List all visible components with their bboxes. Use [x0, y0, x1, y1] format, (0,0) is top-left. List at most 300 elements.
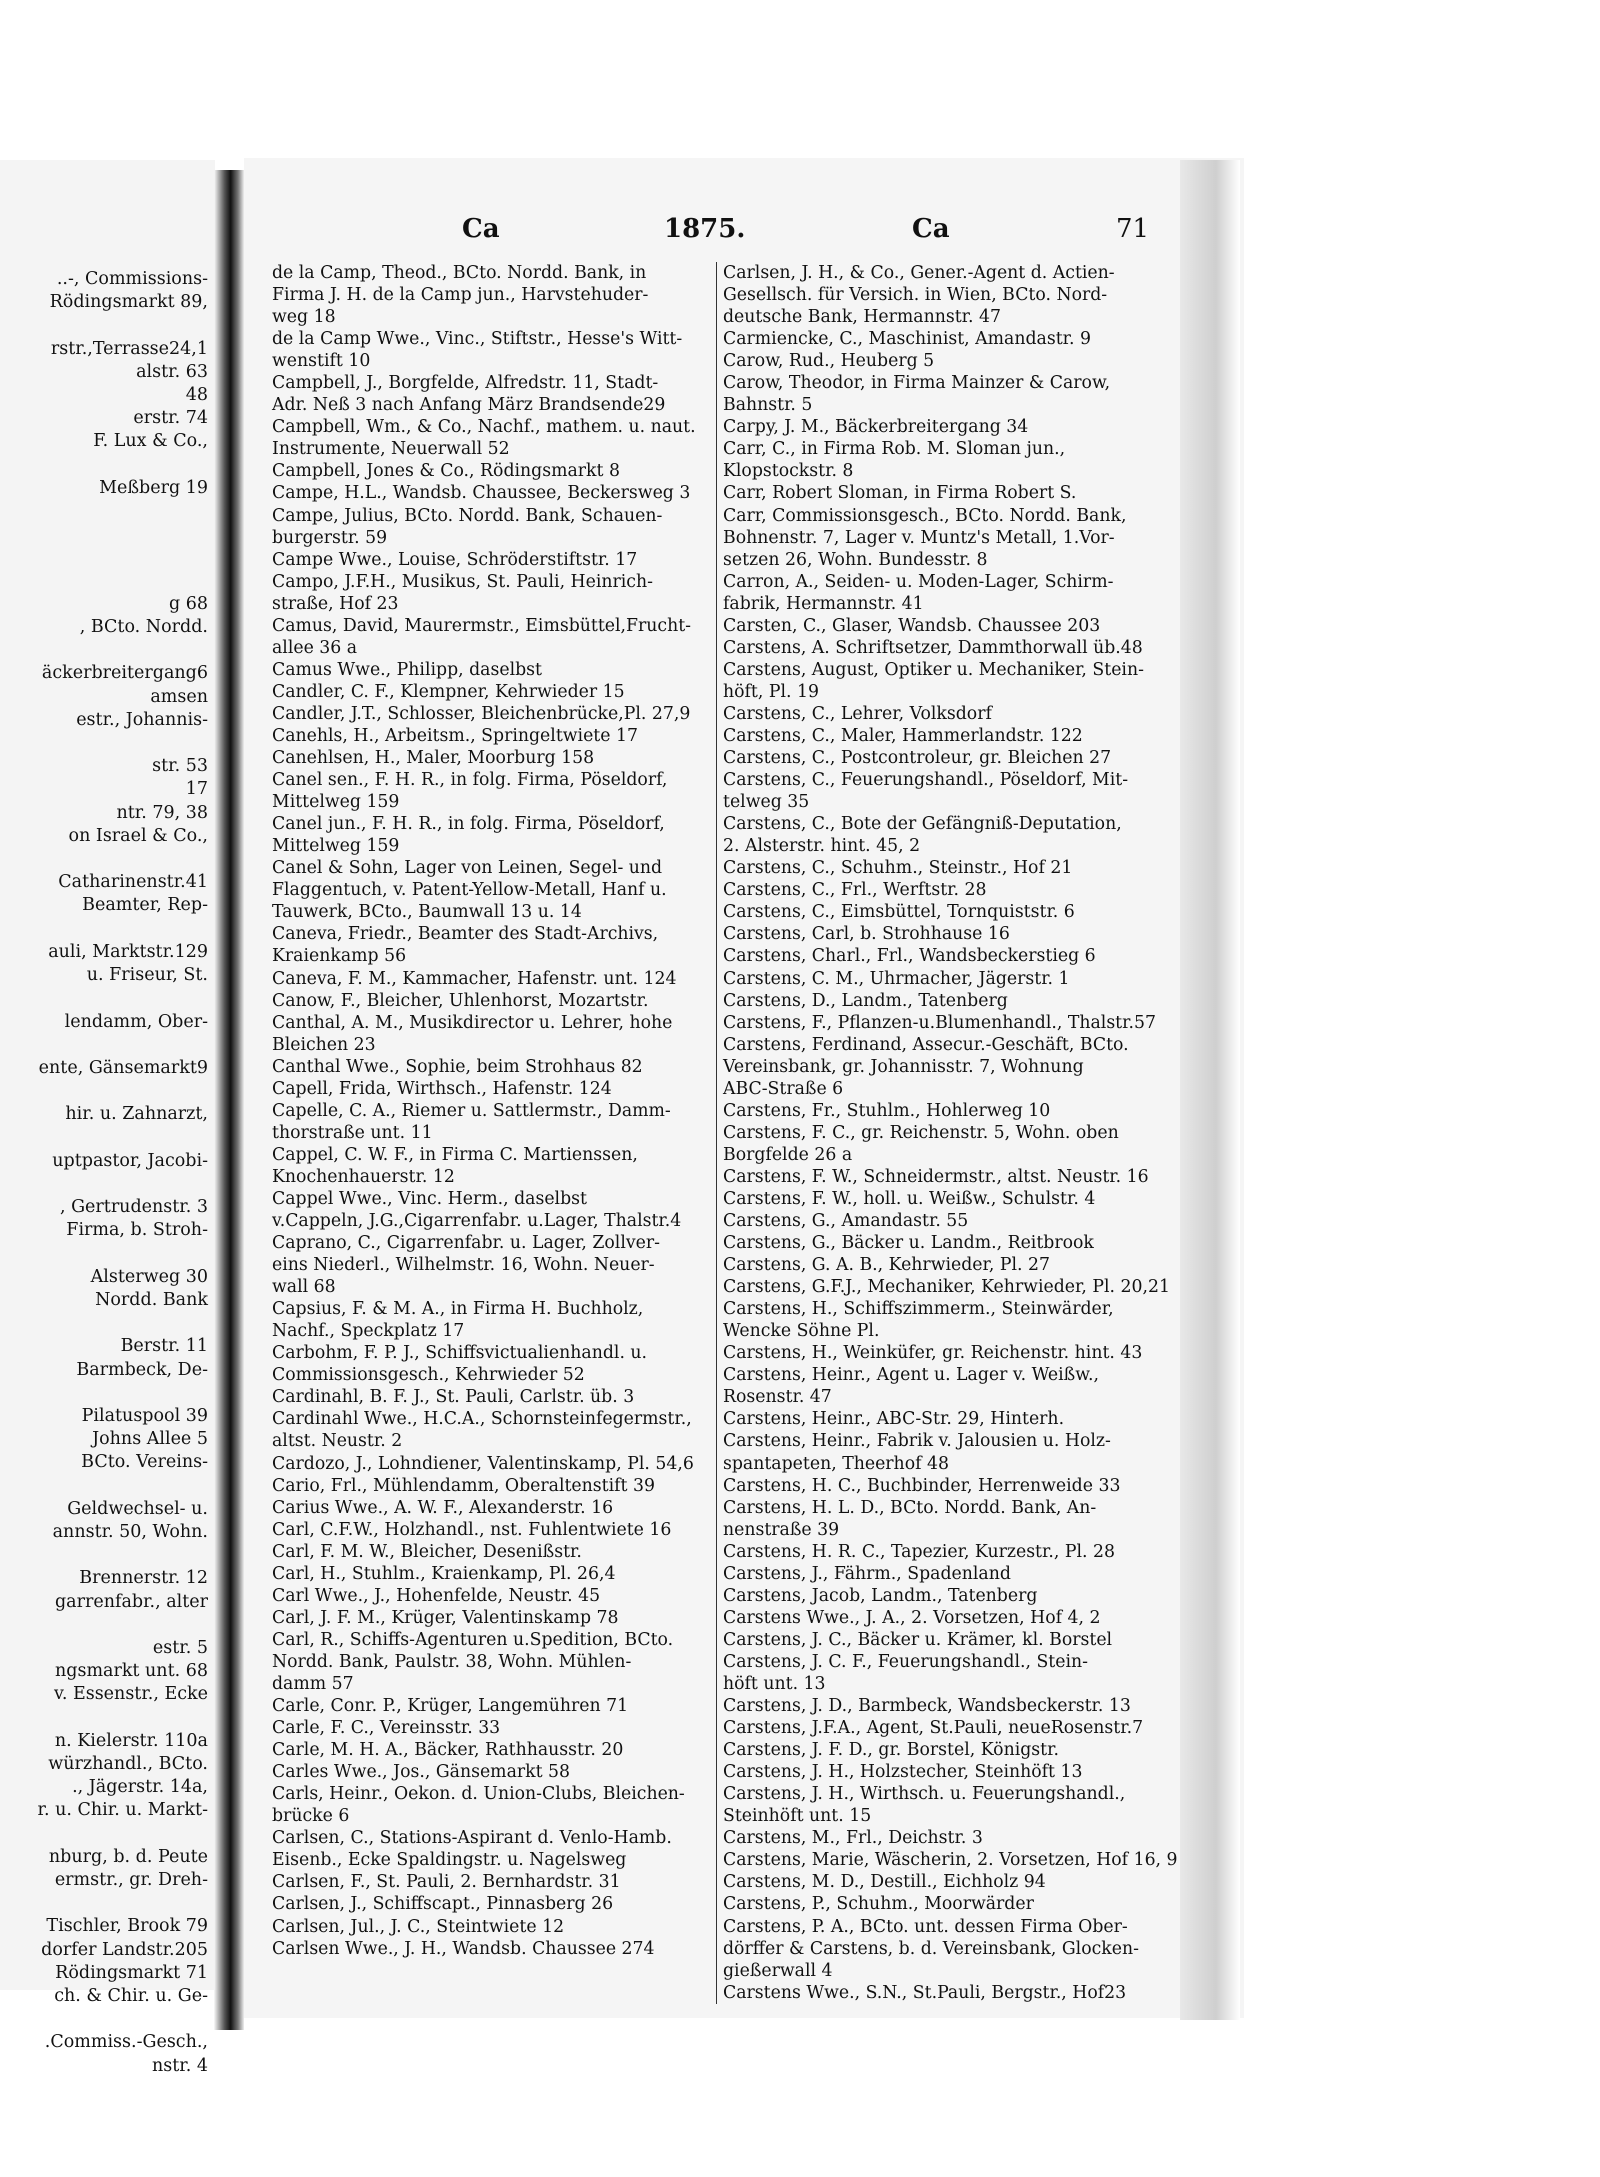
- directory-entry: [723, 1695, 1165, 1717]
- entry-line: Caneva, Friedr., Beamter des Stadt-Archivs,: [272, 924, 659, 945]
- left-fragment-line: [0, 1823, 212, 1846]
- left-fragment-line: on Israel & Co.,: [68, 825, 208, 846]
- entry-line: Mittelweg 159: [272, 836, 400, 857]
- directory-entry: [723, 482, 1165, 570]
- directory-entry: [272, 1408, 720, 1452]
- directory-entry: [272, 769, 720, 813]
- directory-entry: [723, 1100, 1165, 1122]
- entry-line: Carius Wwe., A. W. F., Alexanderstr. 16: [272, 1497, 614, 1518]
- directory-entry: [272, 1012, 720, 1056]
- directory-entry: [272, 1695, 720, 1717]
- directory-entry: [272, 1475, 720, 1497]
- entry-line: Carr, Commissionsgesch., BCto. Nordd. Bank,: [723, 505, 1127, 526]
- left-fragment-line: , BCto. Nordd.: [79, 617, 208, 638]
- directory-entry: [723, 747, 1165, 769]
- entry-line: Carstens, P., Schuhm., Moorwärder: [723, 1894, 1034, 1915]
- left-fragment-line: ngsmarkt unt. 68: [54, 1661, 208, 1682]
- entry-line: Carstens, Heinr., ABC-Str. 29, Hinterh.: [723, 1409, 1065, 1430]
- directory-entry: [723, 262, 1165, 328]
- entry-line: Canehlsen, H., Maler, Moorburg 158: [272, 748, 595, 769]
- left-fragment-line: Geldwechsel- u.: [67, 1498, 208, 1519]
- directory-entry: [723, 1408, 1165, 1430]
- entry-line: Caprano, C., Cigarrenfabr. u. Lager, Zollver-: [272, 1233, 660, 1254]
- header-right-letters: Ca: [912, 214, 950, 244]
- directory-entry: [272, 1938, 720, 1960]
- entry-line: Carstens, C., Schuhm., Steinstr., Hof 21: [723, 858, 1073, 879]
- entry-line: wall 68: [272, 1277, 336, 1298]
- entry-line: Bahnstr. 5: [723, 395, 813, 416]
- left-fragment-line: ch. & Chir. u. Ge-: [54, 1986, 208, 2007]
- left-fragment-line: amsen: [150, 686, 208, 707]
- directory-entry: [723, 1849, 1178, 1871]
- entry-line: Carstens, C. M., Uhrmacher, Jägerstr. 1: [723, 968, 1070, 989]
- left-fragment-line: [0, 1127, 212, 1150]
- directory-entry: [272, 1585, 720, 1607]
- directory-entry: [272, 968, 720, 990]
- entry-line: Canehls, H., Arbeitsm., Springeltwiete 17: [272, 725, 638, 746]
- left-fragment-line: Barmbeck, De-: [76, 1359, 208, 1380]
- directory-entry: [723, 1629, 1165, 1651]
- entry-line: Carl, F. M. W., Bleicher, Desenißstr.: [272, 1541, 582, 1562]
- directory-entry: [272, 615, 720, 659]
- entry-line: Canel sen., F. H. R., in folg. Firma, Pöseldorf,: [272, 770, 668, 791]
- entry-line: Carstens, J. C., Bäcker u. Krämer, kl. Borstel: [723, 1629, 1113, 1650]
- entry-line: Mittelweg 159: [272, 792, 400, 813]
- entry-line: Cardozo, J., Lohndiener, Valentinskamp, Pl. 54,6: [272, 1453, 694, 1474]
- directory-entry: [272, 1078, 720, 1100]
- entry-line: Carl Wwe., J., Hohenfelde, Neustr. 45: [272, 1585, 601, 1606]
- directory-entry: [272, 1893, 720, 1915]
- entry-line: Klopstockstr. 8: [723, 461, 854, 482]
- directory-entry: [723, 1827, 1165, 1849]
- entry-line: Kraienkamp 56: [272, 946, 407, 967]
- directory-entry: [723, 1739, 1165, 1761]
- directory-entry: [272, 416, 720, 460]
- left-fragment-line: [0, 454, 212, 477]
- entry-line: Carstens, D., Landm., Tatenberg: [723, 990, 1008, 1011]
- entry-line: Canow, F., Bleicher, Uhlenhorst, Mozartstr.: [272, 990, 649, 1011]
- directory-entry: [272, 857, 720, 923]
- entry-line: Carstens, C., Lehrer, Volksdorf: [723, 703, 992, 724]
- entry-line: Carstens, H. C., Buchbinder, Herrenweide 33: [723, 1475, 1121, 1496]
- directory-entry: [723, 1254, 1165, 1276]
- entry-line: Carstens, H. L. D., BCto. Nordd. Bank, An-: [723, 1497, 1097, 1518]
- entry-line: Carr, C., in Firma Rob. M. Sloman jun.,: [723, 439, 1066, 460]
- directory-entry: [272, 747, 720, 769]
- entry-line: Campbell, J., Borgfelde, Alfredstr. 11, Stadt-: [272, 373, 659, 394]
- left-fragment-line: [0, 1382, 212, 1405]
- entry-line: Carstens, Heinr., Fabrik v. Jalousien u. Holz-: [723, 1431, 1111, 1452]
- left-fragment-line: ., Jägerstr. 14a,: [72, 1777, 208, 1798]
- directory-entry: [723, 1982, 1165, 2004]
- entry-line: Carstens, F. C., gr. Reichenstr. 5, Wohn. oben: [723, 1122, 1119, 1143]
- entry-line: Firma J. H. de la Camp jun., Harvstehuder-: [272, 285, 649, 306]
- directory-entry: [723, 1563, 1165, 1585]
- directory-entry: [272, 482, 720, 504]
- entry-line: Carstens, M. D., Destill., Eichholz 94: [723, 1872, 1046, 1893]
- left-fragment-line: [0, 1312, 212, 1335]
- entry-line: Flaggentuch, v. Patent-Yellow-Metall, Hanf u.: [272, 880, 667, 901]
- entry-line: burgerstr. 59: [272, 527, 388, 548]
- directory-entry: [272, 1056, 720, 1078]
- entry-line: Cario, Frl., Mühlendamm, Oberaltenstift 39: [272, 1475, 655, 1496]
- entry-line: Bohnenstr. 7, Lager v. Muntz's Metall, 1.Vor-: [723, 527, 1115, 548]
- directory-entry: [723, 1783, 1165, 1827]
- entry-line: Camus, David, Maurermstr., Eimsbüttel,Frucht-: [272, 615, 692, 636]
- directory-entry: [272, 1100, 720, 1144]
- left-fragment-line: ermstr., gr. Dreh-: [54, 1870, 208, 1891]
- directory-entry: [723, 923, 1165, 945]
- directory-column-right: [716, 262, 1178, 2004]
- entry-line: Carstens Wwe., S.N., St.Pauli, Bergstr., Hof23: [723, 1982, 1127, 2003]
- entry-line: Carstens, J. H., Wirthsch. u. Feuerungshandl.,: [723, 1784, 1126, 1805]
- directory-entry: [723, 1188, 1165, 1210]
- directory-entry: [723, 1166, 1165, 1188]
- left-fragment-line: uptpastor, Jacobi-: [52, 1150, 208, 1171]
- directory-entry: [723, 1122, 1165, 1166]
- entry-line: Carlsen, F., St. Pauli, 2. Bernhardstr. 31: [272, 1872, 621, 1893]
- left-fragment-line: Firma, b. Stroh-: [66, 1220, 208, 1241]
- entry-line: Carstens, F., Pflanzen-u.Blumenhandl., Thalstr.57: [723, 1012, 1156, 1033]
- entry-line: Carstens, G., Bäcker u. Landm., Reitbrook: [723, 1233, 1094, 1254]
- left-fragment-line: nburg, b. d. Peute: [48, 1846, 208, 1867]
- entry-line: Knochenhauerstr. 12: [272, 1166, 455, 1187]
- entry-line: Carlsen, C., Stations-Aspirant d. Venlo-Hamb.: [272, 1828, 672, 1849]
- directory-entry: [723, 769, 1165, 813]
- entry-line: Tauwerk, BCto., Baumwall 13 u. 14: [272, 902, 582, 923]
- directory-entry: [723, 1916, 1165, 1982]
- left-fragment-line: Johns Allee 5: [92, 1429, 208, 1450]
- entry-line: Carlsen Wwe., J. H., Wandsb. Chaussee 274: [272, 1938, 655, 1959]
- entry-line: spantapeten, Theerhof 48: [723, 1453, 949, 1474]
- directory-entry: [272, 1563, 720, 1585]
- entry-line: Capell, Frida, Wirthsch., Hafenstr. 124: [272, 1078, 612, 1099]
- entry-line: Carstens, Ferdinand, Assecur.-Geschäft, BCto.: [723, 1034, 1129, 1055]
- left-fragment-line: [0, 1544, 212, 1567]
- directory-entry: [723, 990, 1165, 1012]
- directory-entry: [723, 1012, 1165, 1034]
- directory-entry: [723, 1871, 1165, 1893]
- left-fragment-line: [0, 570, 212, 593]
- entry-line: 2. Alsterstr. hint. 45, 2: [723, 836, 921, 857]
- directory-entry: [272, 328, 720, 372]
- entry-line: Nordd. Bank, Paulstr. 38, Wohn. Mühlen-: [272, 1651, 632, 1672]
- directory-entry: [723, 968, 1165, 990]
- entry-line: Steinhöft unt. 15: [723, 1806, 872, 1827]
- directory-entry: [272, 1144, 720, 1188]
- left-fragment-line: [0, 1475, 212, 1498]
- entry-line: Cappel Wwe., Vinc. Herm., daselbst: [272, 1188, 587, 1209]
- left-fragment-line: [0, 639, 212, 662]
- entry-line: Carstens, J. D., Barmbeck, Wandsbeckerstr. 13: [723, 1696, 1131, 1717]
- left-fragment-line: [0, 2008, 212, 2031]
- entry-line: Eisenb., Ecke Spaldingstr. u. Nagelsweg: [272, 1850, 627, 1871]
- entry-line: de la Camp, Theod., BCto. Nordd. Bank, in: [272, 263, 647, 283]
- entry-line: Campe, H.L., Wandsb. Chaussee, Beckersweg 3: [272, 483, 691, 504]
- entry-line: Carr, Robert Sloman, in Firma Robert S.: [723, 483, 1077, 504]
- entry-line: Wencke Söhne Pl.: [723, 1321, 880, 1342]
- directory-entry: [723, 1893, 1165, 1915]
- entry-line: Campbell, Wm., & Co., Nachf., mathem. u. naut.: [272, 417, 696, 438]
- left-fragment-line: estr. 5: [152, 1637, 208, 1658]
- left-fragment-line: [0, 987, 212, 1010]
- entry-line: Canthal, A. M., Musikdirector u. Lehrer, hohe: [272, 1012, 673, 1033]
- entry-line: Carle, Conr. P., Krüger, Langemühren 71: [272, 1696, 629, 1717]
- left-fragment-line: ente, Gänsemarkt9: [38, 1057, 208, 1078]
- left-fragment-line: [0, 1707, 212, 1730]
- entry-line: straße, Hof 23: [272, 593, 399, 614]
- entry-line: Carmiencke, C., Maschinist, Amandastr. 9: [723, 329, 1091, 350]
- directory-entry: [723, 416, 1165, 438]
- entry-line: Cappel, C. W. F., in Firma C. Martienssen,: [272, 1144, 638, 1165]
- entry-line: Carstens, Fr., Stuhlm., Hohlerweg 10: [723, 1100, 1051, 1121]
- entry-line: Carstens, F. W., holl. u. Weißw., Schulstr. 4: [723, 1188, 1096, 1209]
- entry-line: nenstraße 39: [723, 1519, 840, 1540]
- entry-line: Carstens, Jacob, Landm., Tatenberg: [723, 1585, 1038, 1606]
- directory-entry: [723, 725, 1165, 747]
- entry-line: Carl, R., Schiffs-Agenturen u.Spedition, BCto.: [272, 1629, 674, 1650]
- entry-line: Vereinsbank, gr. Johannisstr. 7, Wohnung: [723, 1056, 1084, 1077]
- entry-line: Carl, C.F.W., Holzhandl., nst. Fuhlentwiete 16: [272, 1519, 672, 1540]
- entry-line: Campe Wwe., Louise, Schröderstiftstr. 17: [272, 549, 638, 570]
- page-header: [262, 214, 1162, 254]
- entry-line: Adr. Neß 3 nach Anfang März Brandsende29: [272, 395, 666, 416]
- entry-line: Candler, J.T., Schlosser, Bleichenbrücke,Pl. 27,9: [272, 703, 691, 724]
- left-fragment-line: [0, 1614, 212, 1637]
- left-fragment-line: auli, Marktstr.129: [48, 941, 208, 962]
- entry-line: Carstens, G. A. B., Kehrwieder, Pl. 27: [723, 1255, 1051, 1276]
- entry-line: Cardinahl Wwe., H.C.A., Schornsteinfegermstr.,: [272, 1409, 692, 1430]
- directory-entry: [272, 725, 720, 747]
- directory-entry: [272, 1717, 720, 1739]
- entry-line: weg 18: [272, 307, 336, 328]
- left-fragment-line: Brennerstr. 12: [79, 1568, 208, 1589]
- directory-entry: [723, 1298, 1165, 1342]
- entry-line: höft, Pl. 19: [723, 681, 819, 702]
- directory-entry: [272, 1916, 720, 1938]
- directory-entry: [723, 1475, 1165, 1497]
- left-fragment-line: [0, 546, 212, 569]
- directory-entry: [723, 1541, 1165, 1563]
- entry-line: Carstens, C., Frl., Werftstr. 28: [723, 880, 987, 901]
- directory-entry: [723, 1034, 1165, 1100]
- entry-line: Nachf., Speckplatz 17: [272, 1321, 465, 1342]
- entry-line: Commissionsgesch., Kehrwieder 52: [272, 1365, 585, 1386]
- left-fragment-line: r. u. Chir. u. Markt-: [37, 1800, 208, 1821]
- left-fragment-line: [0, 1173, 212, 1196]
- header-left-letters: Ca: [462, 214, 500, 244]
- entry-line: Carpy, J. M., Bäckerbreitergang 34: [723, 417, 1029, 438]
- left-fragment-line: [0, 918, 212, 941]
- left-fragment-line: u. Friseur, St.: [86, 965, 208, 986]
- left-fragment-line: Beamter, Rep-: [82, 895, 208, 916]
- entry-line: Instrumente, Neuerwall 52: [272, 439, 510, 460]
- entry-line: altst. Neustr. 2: [272, 1431, 403, 1452]
- entry-line: ABC-Straße 6: [723, 1078, 844, 1099]
- entry-line: Campo, J.F.H., Musikus, St. Pauli, Heinrich-: [272, 571, 653, 592]
- directory-entry: [723, 813, 1165, 857]
- entry-line: telweg 35: [723, 792, 810, 813]
- left-fragment-line: [0, 314, 212, 337]
- entry-line: Canel jun., F. H. R., in folg. Firma, Pöseldorf,: [272, 814, 665, 835]
- directory-entry: [723, 637, 1165, 659]
- left-fragment-line: BCto. Vereins-: [81, 1452, 208, 1473]
- entry-line: Carstens, C., Maler, Hammerlandstr. 122: [723, 725, 1083, 746]
- entry-line: Carstens, J. H., Holzstecher, Steinhöft 13: [723, 1762, 1083, 1783]
- entry-line: Carstens, G.F.J., Mechaniker, Kehrwieder, Pl. 20,21: [723, 1277, 1170, 1298]
- directory-entry: [723, 659, 1165, 703]
- directory-entry: [723, 879, 1165, 901]
- entry-line: eins Niederl., Wilhelmstr. 16, Wohn. Neuer-: [272, 1255, 655, 1276]
- left-fragment-line: annstr. 50, Wohn.: [52, 1521, 208, 1542]
- left-fragment-line: erstr. 74: [133, 408, 208, 429]
- directory-entry: [272, 460, 720, 482]
- directory-entry: [272, 505, 720, 549]
- directory-entry: [723, 1430, 1165, 1474]
- left-fragment-line: [0, 1080, 212, 1103]
- directory-entry: [723, 1607, 1165, 1629]
- directory-entry: [272, 1188, 720, 1210]
- directory-entry: [723, 1232, 1165, 1254]
- entry-line: Carstens, J. F. D., gr. Borstel, Königstr.: [723, 1740, 1059, 1761]
- entry-line: Carstens, C., Postcontroleur, gr. Bleichen 27: [723, 748, 1112, 769]
- left-fragment-line: .Commiss.-Gesch.,: [44, 2032, 208, 2053]
- directory-entry: [272, 923, 720, 967]
- directory-entry: [272, 571, 720, 615]
- directory-entry: [272, 1783, 720, 1827]
- entry-line: Carstens, M., Frl., Deichstr. 3: [723, 1828, 983, 1849]
- entry-line: Capsius, F. & M. A., in Firma H. Buchholz,: [272, 1299, 644, 1320]
- left-fragment-line: 48: [185, 385, 208, 406]
- page-edge-shadow: [1180, 160, 1240, 2020]
- left-fragment-line: Meßberg 19: [99, 477, 208, 498]
- left-fragment-line: str. 53: [152, 756, 208, 777]
- entry-line: Carle, M. H. A., Bäcker, Rathhausstr. 20: [272, 1740, 624, 1761]
- left-fragment-line: [0, 500, 212, 523]
- entry-line: Carstens, C., Feuerungshandl., Pöseldorf, Mit-: [723, 770, 1129, 791]
- directory-entry: [723, 1717, 1165, 1739]
- left-fragment-line: n. Kielerstr. 110a: [54, 1730, 208, 1751]
- left-fragment-line: [0, 732, 212, 755]
- entry-line: gießerwall 4: [723, 1960, 833, 1981]
- left-fragment-line: F. Lux & Co.,: [93, 431, 208, 452]
- directory-entry: [272, 990, 720, 1012]
- left-fragment-line: 17: [185, 779, 208, 800]
- entry-line: höft unt. 13: [723, 1674, 826, 1694]
- directory-entry: [723, 945, 1165, 967]
- entry-line: Carstens, P. A., BCto. unt. dessen Firma Ober-: [723, 1916, 1128, 1937]
- left-fragment-line: [0, 1034, 212, 1057]
- directory-entry: [272, 813, 720, 857]
- left-fragment-line: lendamm, Ober-: [64, 1011, 208, 1032]
- directory-entry: [723, 1276, 1170, 1298]
- left-fragment-line: , Gertrudenstr. 3: [59, 1197, 208, 1218]
- entry-line: Carstens, C., Bote der Gefängniß-Deputation,: [723, 814, 1122, 835]
- entry-line: Carstens, A. Schriftsetzer, Dammthorwall üb.48: [723, 637, 1143, 658]
- left-fragment-line: Rödingsmarkt 89,: [49, 292, 208, 313]
- directory-entry: [723, 438, 1165, 482]
- entry-line: Carron, A., Seiden- u. Moden-Lager, Schirm-: [723, 571, 1114, 592]
- entry-line: Carstens, Charl., Frl., Wandsbeckerstieg 6: [723, 946, 1096, 967]
- entry-line: damm 57: [272, 1674, 354, 1694]
- directory-entry: [272, 1298, 720, 1342]
- entry-line: Camus Wwe., Philipp, daselbst: [272, 659, 542, 680]
- entry-line: setzen 26, Wohn. Bundesstr. 8: [723, 549, 988, 570]
- left-fragment-line: [0, 848, 212, 871]
- entry-line: Caneva, F. M., Kammacher, Hafenstr. unt. 124: [272, 968, 677, 989]
- directory-entry: [272, 1519, 720, 1541]
- left-fragment-line: Rödingsmarkt 71: [55, 1962, 208, 1983]
- left-fragment-line: dorfer Landstr.205: [41, 1939, 208, 1960]
- left-fragment-line: [0, 523, 212, 546]
- left-fragment-line: Alsterweg 30: [90, 1266, 208, 1287]
- directory-entry: [272, 1541, 720, 1563]
- left-fragment-line: rstr.,Terrasse24,1: [50, 338, 208, 359]
- directory-entry: [723, 372, 1165, 416]
- left-fragment-line: [0, 1892, 212, 1915]
- directory-entry: [723, 1585, 1165, 1607]
- directory-entry: [272, 659, 720, 681]
- entry-line: Carstens, H., Weinküfer, gr. Reichenstr. hint. 43: [723, 1343, 1143, 1364]
- left-fragment-line: äckerbreitergang6: [41, 663, 208, 684]
- entry-line: Carstens, Carl, b. Strohhause 16: [723, 924, 1010, 945]
- entry-line: Carles Wwe., Jos., Gänsemarkt 58: [272, 1762, 571, 1783]
- entry-line: Bleichen 23: [272, 1034, 376, 1055]
- left-fragment-line: ntr. 79, 38: [116, 802, 208, 823]
- left-fragment-line: g 68: [168, 593, 208, 614]
- directory-entry: [272, 1739, 720, 1761]
- page-number: 71: [1116, 214, 1150, 244]
- left-fragment-line: [0, 1243, 212, 1266]
- entry-line: Borgfelde 26 a: [723, 1144, 853, 1165]
- directory-entry: [272, 1232, 720, 1298]
- entry-line: Candler, C. F., Klempner, Kehrwieder 15: [272, 681, 625, 702]
- directory-entry: [272, 372, 720, 416]
- directory-entry: [272, 1629, 720, 1695]
- directory-entry: [272, 1497, 720, 1519]
- entry-line: Carstens, Marie, Wäscherin, 2. Vorsetzen, Hof 16, 9: [723, 1850, 1178, 1871]
- entry-line: Carls, Heinr., Oekon. d. Union-Clubs, Bleichen-: [272, 1784, 685, 1805]
- book-binding-gutter: [214, 170, 244, 2030]
- directory-column-left: [272, 262, 720, 1960]
- entry-line: Cardinahl, B. F. J., St. Pauli, Carlstr. üb. 3: [272, 1387, 635, 1408]
- entry-line: fabrik, Hermannstr. 41: [723, 593, 924, 614]
- entry-line: wenstift 10: [272, 351, 371, 372]
- left-fragment-line: Catharinenstr.41: [58, 872, 208, 893]
- entry-line: Campe, Julius, BCto. Nordd. Bank, Schauen-: [272, 505, 663, 526]
- directory-entry: [723, 1210, 1165, 1232]
- directory-entry: [272, 1342, 720, 1386]
- left-fragment-line: würzhandl., BCto.: [48, 1754, 208, 1774]
- directory-entry: [272, 549, 720, 571]
- directory-entry: [272, 681, 720, 703]
- entry-line: Carstens, G., Amandastr. 55: [723, 1211, 969, 1232]
- entry-line: Carstens, H. R. C., Tapezier, Kurzestr., Pl. 28: [723, 1541, 1115, 1562]
- entry-line: Carsten, C., Glaser, Wandsb. Chaussee 203: [723, 615, 1101, 636]
- entry-line: Carbohm, F. P. J., Schiffsvictualienhandl. u.: [272, 1343, 648, 1364]
- left-fragment-line: Berstr. 11: [120, 1336, 208, 1357]
- entry-line: Gesellsch. für Versich. in Wien, BCto. Nord-: [723, 285, 1108, 306]
- entry-line: Carstens, J.F.A., Agent, St.Pauli, neueRosenstr.7: [723, 1718, 1144, 1739]
- entry-line: thorstraße unt. 11: [272, 1122, 433, 1143]
- directory-entry: [272, 1386, 720, 1408]
- entry-line: dörffer & Carstens, b. d. Vereinsbank, Glocken-: [723, 1938, 1139, 1959]
- entry-line: v.Cappeln, J.G.,Cigarrenfabr. u.Lager, Thalstr.4: [272, 1211, 682, 1232]
- directory-entry: [272, 1210, 720, 1232]
- directory-entry: [272, 1453, 720, 1475]
- directory-entry: [272, 262, 720, 328]
- entry-line: allee 36 a: [272, 637, 358, 658]
